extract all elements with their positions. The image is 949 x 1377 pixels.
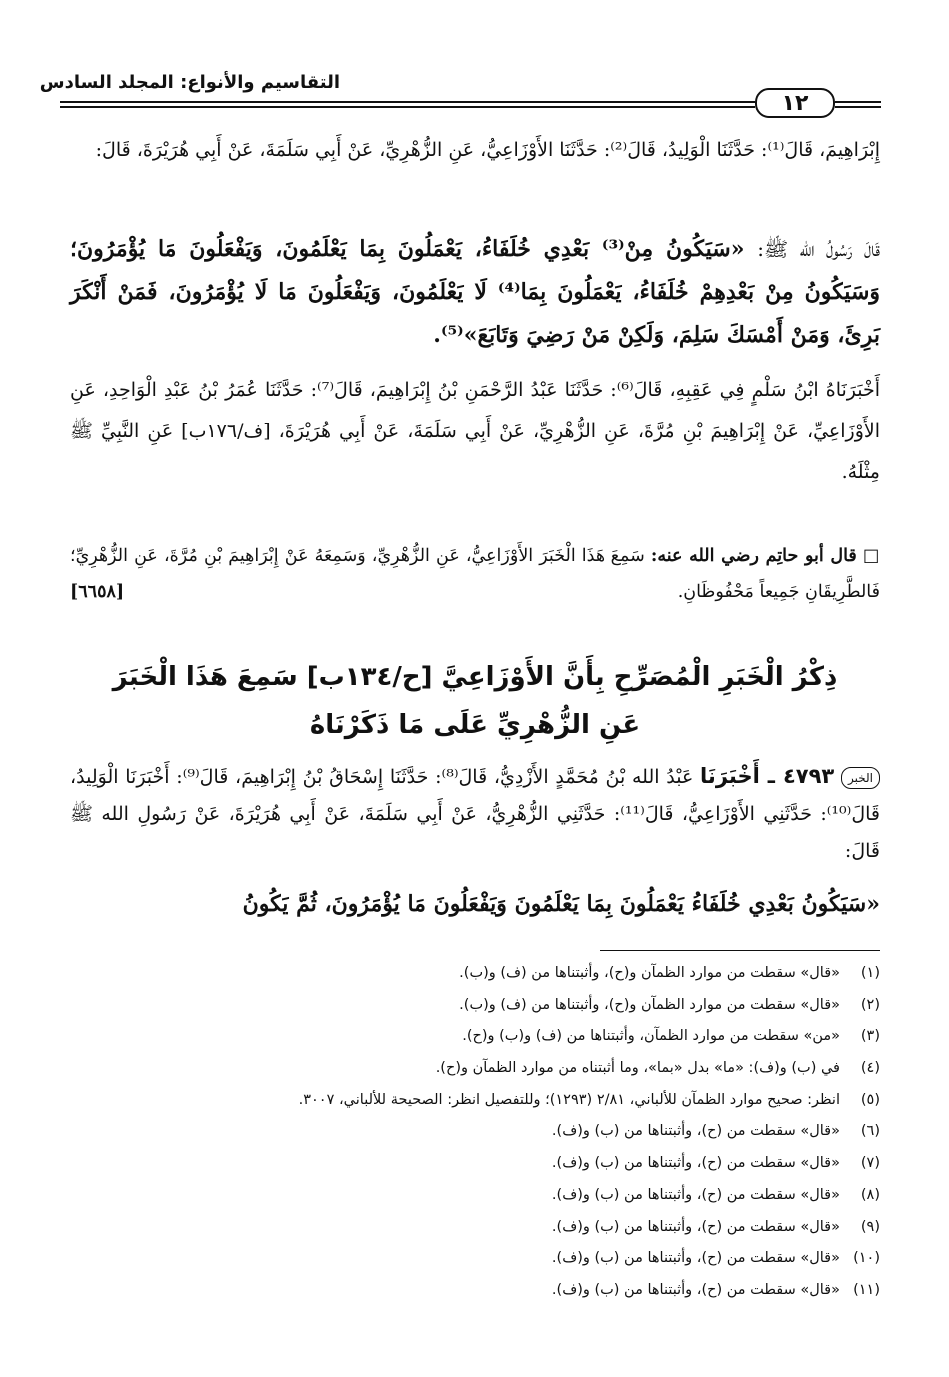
footnote-number: (١) xyxy=(860,965,880,981)
footnote xyxy=(90,1053,880,1085)
footnote-number: (٥) xyxy=(860,1091,880,1108)
footnote-text: «قال» سقطت من موارد الظمآن و(ح)، وأثبتناها من (ف) و(ب). xyxy=(459,965,840,981)
paragraph-isnad-2: أَخْبَرَنَاهُ ابْنُ سَلْمٍ فِي عَقِبِهِ، قَالَ⁽⁶⁾: حَدَّثَنَا عَبْدُ الرَّحْمَنِ بْنُ إِبْرَاهِيمَ، قَالَ⁽⁷⁾: حَدَّثَنَا عُمَرُ بْنُ عَبْدِ الْوَاحِدِ، عَنِ الأَوْزَاعِيِّ، عَنْ إِبْرَاهِيمَ بْنِ مُرَّةَ، عَنِ الزُّهْرِيِّ، عَنْ أَبِي سَلَمَةَ، عَنْ أَبِي هُرَيْرَةَ، [ف/١٧٦ب] عَنِ النَّبِيِّ ﷺ مِثْلَهُ. xyxy=(70,379,881,483)
abu-hatim-comment xyxy=(70,538,880,610)
comment-text: سَمِعَ هَذَا الْخَبَرَ الأَوْزَاعِيُّ، عَنِ الزُّهْرِيِّ، وَسَمِعَهُ عَنْ إِبْرَاهِيمَ بْنِ مُرَّةَ، عَنِ الزُّهْرِيِّ؛ فَالطَّرِيقَانِ جَمِيعاً مَحْفُوظَانِ. xyxy=(70,546,880,602)
square-marker: □ xyxy=(862,546,880,566)
hadith-paragraph-2: «سَيَكُونُ بَعْدِي خُلَفَاءُ يَعْمَلُونَ بِمَا يَعْلَمُونَ وَيَفْعَلُونَ مَا يُؤْمَرُونَ، ثُمَّ يَكُونُ xyxy=(242,891,880,917)
footnote-number: (٣) xyxy=(860,1028,880,1045)
footnote-text: «قال» سقطت من (ح)، وأثبتناها من (ب) و(ف). xyxy=(551,1281,840,1298)
running-title: التقاسيم والأنواع: المجلد السادس xyxy=(39,72,340,93)
footnote xyxy=(90,1275,880,1307)
footnote xyxy=(90,1212,880,1244)
footnote-number: (٤) xyxy=(860,1060,880,1077)
footnote xyxy=(90,1180,880,1212)
footnote-text: «قال» سقطت من (ح)، وأثبتناها من (ب) و(ف). xyxy=(551,1218,840,1235)
footnote-text: «قال» سقطت من (ح)، وأثبتناها من (ب) و(ف). xyxy=(551,1250,840,1267)
footnote xyxy=(90,1116,880,1148)
footnote xyxy=(90,1085,880,1117)
hadith-intro: قَالَ رَسُولُ الله ﷺ: xyxy=(757,237,880,261)
paragraph-isnad-1: إِبْرَاهِيمَ، قَالَ⁽¹⁾: حَدَّثَنَا الْوَلِيدُ، قَالَ⁽²⁾: حَدَّثَنَا الأَوْزَاعِيُّ، عَنِ الزُّهْرِيِّ، عَنْ أَبِي سَلَمَةَ، عَنْ أَبِي هُرَيْرَةَ، قَالَ: xyxy=(95,139,880,161)
header-rule-left xyxy=(60,101,755,103)
footnote xyxy=(90,1148,880,1180)
header-rule-right-lower xyxy=(835,106,881,108)
header-rule-right xyxy=(835,101,881,103)
footnote-number: (١١) xyxy=(853,1281,880,1298)
footnote-text: «قال» سقطت من (ح)، وأثبتناها من (ب) و(ف). xyxy=(551,1123,840,1140)
footnote-number: (٢) xyxy=(860,996,880,1013)
isnad-text: عَبْدُ الله بْنُ مُحَمَّدٍ الأَزْدِيُّ، قَالَ⁽⁸⁾: حَدَّثَنَا إِسْحَاقُ بْنُ إِبْرَاهِيمَ، قَالَ⁽⁹⁾: أَخْبَرَنَا الْوَلِيدُ، قَالَ⁽¹⁰⁾: حَدَّثَنِي الأَوْزَاعِيُّ، قَالَ⁽¹¹⁾: حَدَّثَنِي الزُّهْرِيُّ، عَنْ أَبِي سَلَمَةَ، عَنْ أَبِي هُرَيْرَةَ، عَنْ رَسُولِ الله ﷺ قَالَ: xyxy=(70,766,880,862)
footnotes xyxy=(90,958,880,1307)
footnote xyxy=(90,1243,880,1275)
reference-number: [٦٦٥٨] xyxy=(70,582,125,602)
page-number: ١٢ xyxy=(755,88,835,118)
footnote-text: في (ب) و(ف): «ما» بدل «بما»، وما أثبتناه من موارد الظمآن و(ح). xyxy=(435,1060,840,1077)
footnote-number: (٦) xyxy=(860,1123,880,1140)
khabar-badge: الخبر xyxy=(841,767,880,789)
paragraph-isnad-3 xyxy=(70,758,880,870)
footnote xyxy=(90,990,880,1022)
footnote xyxy=(90,958,880,990)
footnote-number: (١٠) xyxy=(853,1250,880,1267)
comment-speaker: قال أبو حاتِم رضي الله عنه: xyxy=(650,546,857,566)
footnote-text: انظر: صحيح موارد الظمآن للألباني، ٢/٨١ (١٢٩٣)؛ وللتفصيل انظر: الصحيحة للألباني، ٣٠٠٧. xyxy=(298,1091,840,1108)
chapter-heading-line-2: عَنِ الزُّهْرِيِّ عَلَى مَا ذَكَرْنَاهُ xyxy=(309,710,641,740)
footnote-text: «قال» سقطت من (ح)، وأثبتناها من (ب) و(ف). xyxy=(551,1186,840,1203)
footnote-number: (٧) xyxy=(860,1155,880,1172)
hadith-paragraph-1 xyxy=(70,228,880,357)
footnote-text: «قال» سقطت من موارد الظمآن و(ح)، وأثبتناها من (ف) و(ب). xyxy=(459,996,840,1013)
hadith-number: ٤٧٩٣ ـ أَخْبَرَنَا xyxy=(700,764,835,788)
hadith-quote: «سَيَكُونُ مِنْ⁽³⁾ بَعْدِي خُلَفَاءُ، يَعْمَلُونَ بِمَا يَعْلَمُونَ، وَيَفْعَلُونَ مَا يُؤْمَرُونَ؛ وَسَيَكُونُ مِنْ بَعْدِهِمْ خُلَفَاءُ، يَعْمَلُونَ بِمَا⁽⁴⁾ لَا يَعْلَمُونَ، وَيَفْعَلُونَ مَا لَا يُؤْمَرُونَ، فَمَنْ أَنْكَرَ بَرِئَ، وَمَنْ أَمْسَكَ سَلِمَ، وَلَكِنْ مَنْ رَضِيَ وَتَابَعَ»⁽⁵⁾. xyxy=(70,236,880,348)
chapter-heading xyxy=(70,653,880,749)
footnote-text: «قال» سقطت من (ح)، وأثبتناها من (ب) و(ف). xyxy=(551,1155,840,1172)
footnote-text: «من» سقطت من موارد الظمآن، وأثبتناها من (ف) و(ب) و(ح). xyxy=(462,1028,840,1045)
footnote xyxy=(90,1021,880,1053)
footnote-separator xyxy=(600,950,880,951)
header-rule-left-lower xyxy=(60,106,755,108)
footnote-number: (٨) xyxy=(860,1186,880,1203)
footnote-number: (٩) xyxy=(860,1218,880,1235)
chapter-heading-line-1: ذِكْرُ الْخَبَرِ الْمُصَرِّحِ بِأَنَّ الأَوْزَاعِيَّ [ح/١٣٤ب] سَمِعَ هَذَا الْخَبَرَ xyxy=(112,662,838,692)
